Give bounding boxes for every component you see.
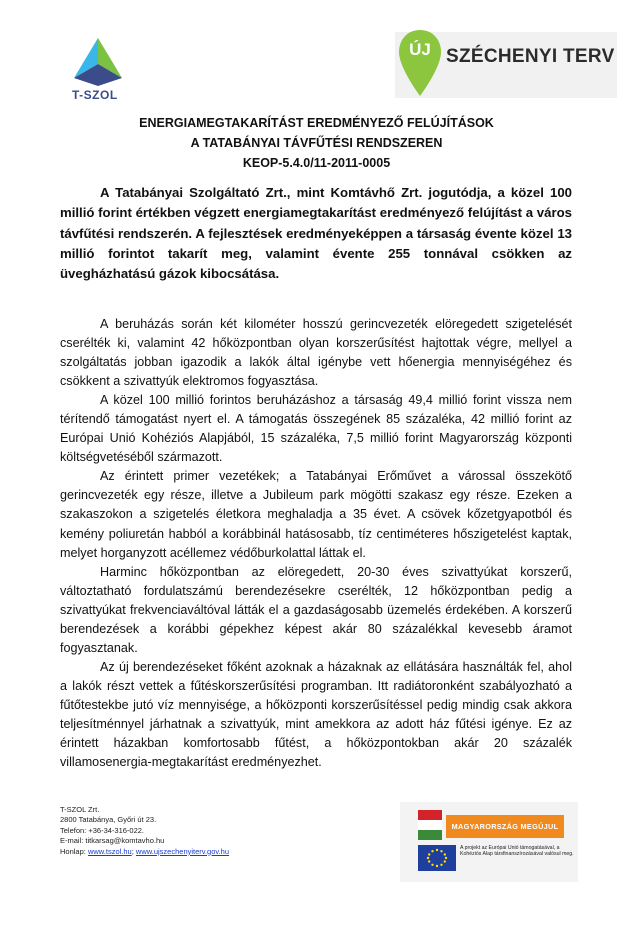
hungarian-flag-icon <box>418 810 442 840</box>
footer-web-label: Honlap: <box>60 846 86 856</box>
footer-web-separator: ; <box>131 846 134 856</box>
footer-web <box>60 847 229 857</box>
eu-funding-note: A projekt az Európai Unió támogatásával, a Kohéziós Alap társfinanszírozásával valósul meg. <box>460 845 574 858</box>
footer-company: T-SZOL Zrt. <box>60 805 100 814</box>
body-paragraph: Az érintett primer vezetékek; a Tatabányai Erőművet a várossal összekötő gerincvezeték egy része, illetve a Jubileum park mögötti szakasz egy része. Ezeken a szakaszokon a szigetelés életkora meghaladja a 35 évet. A csövek kőzetgyapotból és kemény poliuretán habból a korábbinál hatásosabb, tíz centiméteres hőszigetelést kaptak, melyet horganyzott acéllemez védőburkolattal láttak el. <box>60 469 572 560</box>
szechenyi-logo-text: SZÉCHENYI TERV <box>446 46 615 67</box>
body-paragraph: A közel 100 millió forintos beruházáshoz a társaság 49,4 millió forint vissza nem térítendő támogatást nyert el. A támogatás összegének 85 százaléka, 42 millió forint az Európai Unió Kohéziós Alapjából, 15 százaléka, 7,5 millió forint Magyarország központi költségvetéséből származott. <box>60 393 572 465</box>
footer-address: 2800 Tatabánya, Győri út 23. <box>60 815 157 825</box>
body-paragraph: A beruházás során két kilométer hosszú gerincvezeték elöregedett szigetelését cserélték ki, valamint 42 hőközpontban olyan korszerűsítést hajtottak végre, mellyel a szolgáltatás jobban igazodik a lakók által igénybe vett hőenergia mennyiségéhez és csökkent a szivattyúk elektromos fogyasztása. <box>60 317 572 389</box>
eu-flag-icon <box>418 845 456 871</box>
tszol-website-link[interactable]: www.tszol.hu <box>87 846 132 856</box>
footer-email: E-mail: titkarsag@komtavho.hu <box>60 836 165 846</box>
body-paragraph: Az új berendezéseket főként azoknak a házaknak az ellátására használták fel, ahol a lakók részt vettek a fűtéskorszerűsítési programban. Itt radiátoronként szabályozható a fűtőtestekbe jutó víz mennyisége, a hőközponti korszerűsítéssel pedig mindig csak akkora teljesítménnyel járhatnak a szivattyúk, mint amekkora az adott ház fűtési igénye. Ez az érintett házakban komfortosabb fűtést, a hőközpontokban akár 20 százalék villamosenergia-megtakarítást eredményezhet. <box>60 659 572 770</box>
article-body <box>60 315 572 772</box>
project-code: KEOP-5.4.0/11-2011-0005 <box>242 156 391 170</box>
body-paragraph: Harminc hőközpontban az elöregedett, 20-30 éves szivattyúkat korszerű, változtatható fordulatszámú berendezésekre cserélték, 12 hőközpontban pedig a szivattyúkat frekvenciaváltóval látták el a gazdaságosabb üzemelés érdekében. A korszerű berendezések a korábbi gépekhez képest akár 80 százalékkal kevesebb áramot fogyasztanak. <box>60 564 572 655</box>
szechenyi-pin-text: ÚJ <box>409 40 431 59</box>
map-pin-icon <box>397 28 443 98</box>
lead-paragraph: A Tatabányai Szolgáltató Zrt., mint Komtávhő Zrt. jogutódja, a közel 100 millió forint értékben végzett energiamegtakarítást eredményező felújítást a város távfűtési rendszerén. A fejlesztések eredményeképpen a társaság évente közel 13 millió forintot takarít meg, valamint évente 255 tonnával csökken az üvegházhatású gázok kibocsátása. <box>60 185 572 282</box>
szechenyi-website-link[interactable]: www.ujszechenyiterv.gov.hu <box>135 846 230 856</box>
contact-footer <box>60 805 229 857</box>
footer-phone: Telefon: +36-34-316-022. <box>60 825 145 835</box>
tszol-logo-text: T-SZOL <box>72 88 118 102</box>
document-title-line1: ENERGIAMEGTAKARÍTÁST EREDMÉNYEZŐ FELÚJÍTÁSOK <box>139 116 494 130</box>
document-title-line2: A TATABÁNYAI TÁVFŰTÉSI RENDSZEREN <box>190 136 443 150</box>
magyarorszag-megujul-banner: MAGYARORSZÁG MEGÚJUL <box>446 815 564 838</box>
